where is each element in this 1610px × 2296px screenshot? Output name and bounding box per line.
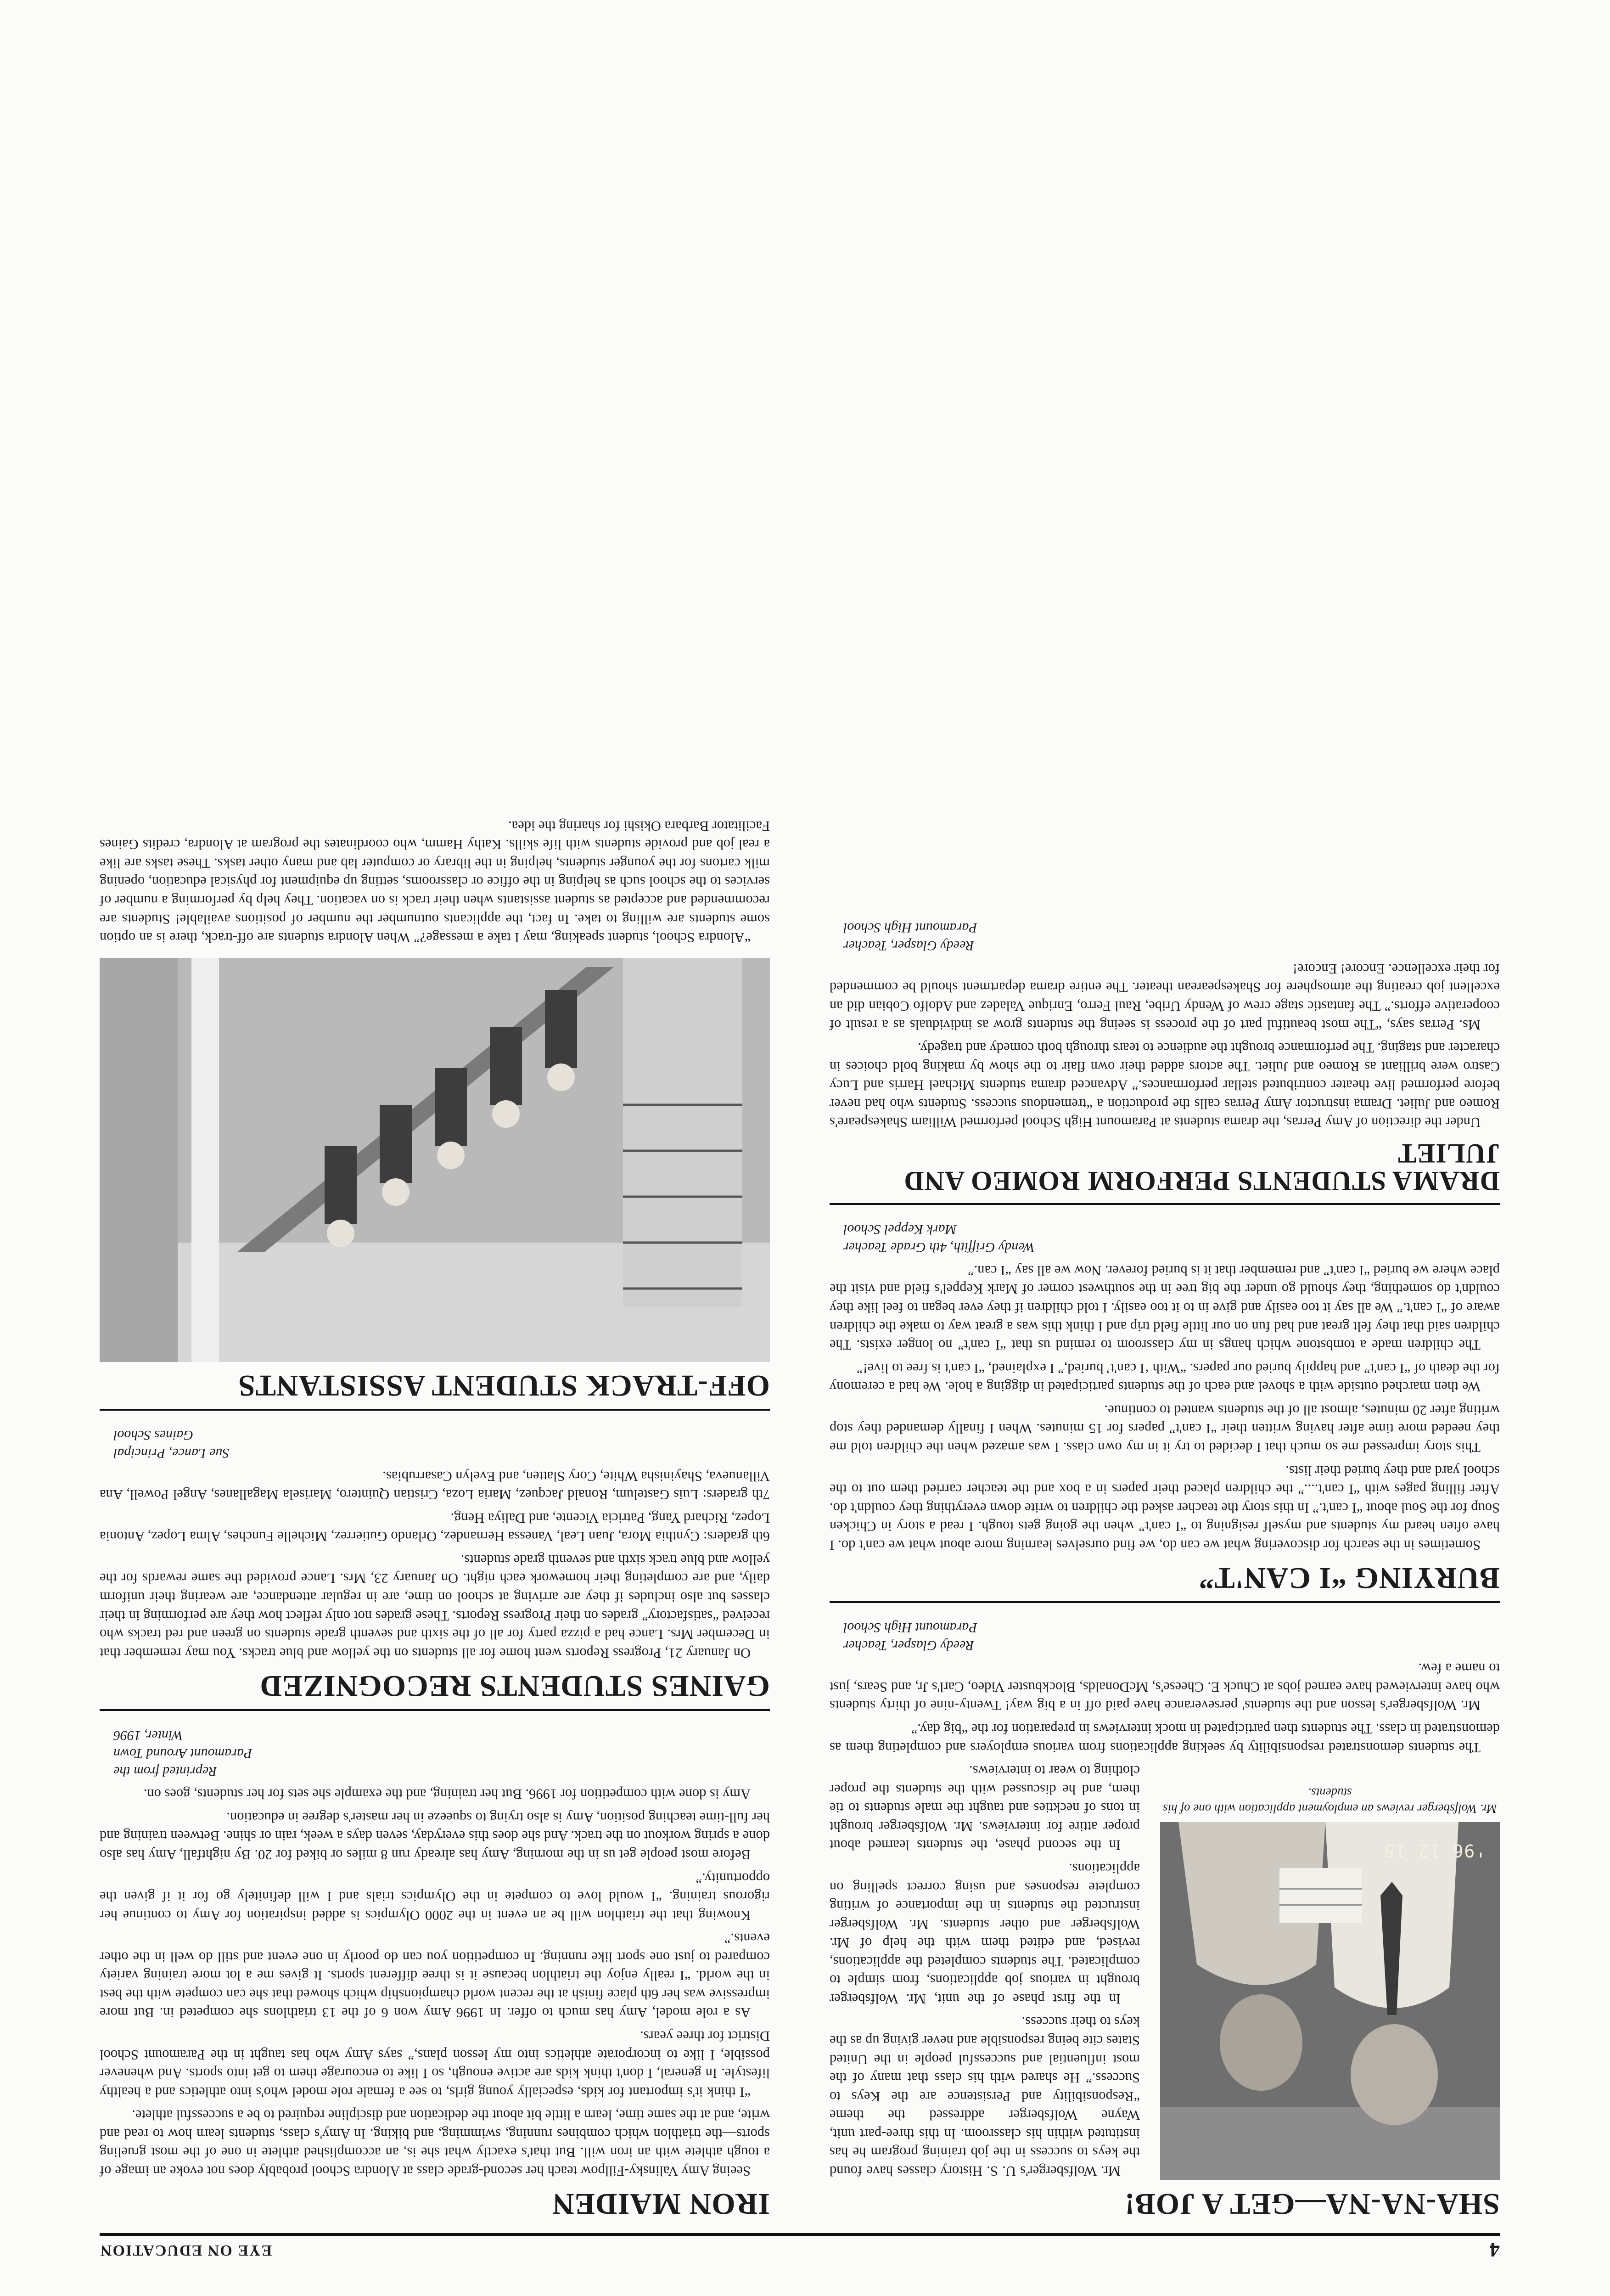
paragraph: Ms. Perras says, “The most beautiful part of the process is seeing the students grow as individuals as a result of cooperative efforts.” The fantastic stage crew of Wendy Uribe, Raul Ferro, Enrique Valadez and Adolfo Cobian did an excellent job creating the atmosphere for Shakespearean theater. The entire drama department should be commended for their excellence. Encore! Encore! [830,961,1500,1033]
divider [830,1601,1500,1603]
byline [843,919,1500,955]
byline [843,1221,1500,1256]
byline-author: Reedy Glasper, Teacher [843,938,974,954]
byline-author: Reedy Glasper, Teacher [843,1638,974,1653]
photo-caption: Mr. Wolfsberger reviews an employment application with one of his students. [1163,1785,1497,1816]
paragraph: Under the direction of Amy Perras, the drama students at Paramount High School performed William Shakespeare's Romeo and Juliet. Drama instructor Amy Perras calls the production a “tremendous success. Students who had never before performed live theater contributed stellar performances.” Advanced drama students Michael Harris and Lucy Castro were brilliant as Romeo and Juliet. The actors added their own flair to the show by making bold choices in character and staging. The performance brought the audience to tears through both comedy and tragedy. [830,1040,1500,1131]
article-title: OFF-TRACK STUDENT ASSISTANTS [238,1369,770,1403]
article-title: GAINES STUDENTS RECOGNIZED [259,1669,770,1703]
paragraph: Amy is done with competition for 1996. But her training, and the example she sets for her students, goes on. [143,1786,751,1802]
paragraph: Before most people get us in the morning, Amy has already run 8 miles or biked for 20. By nightfall, Amy has also done a spring workout on the track. And she does this everyday, seven days a week, rain or shine. Between training and her full-time teaching position, Amy is also trying to squeeze in her master's degree in education. [100,1809,770,1863]
photo-date-stamp: '96 12 15 [1383,1840,1486,1861]
paragraph: In the first phase of the unit, Mr. Wolfsberger brought in various job applications, from simple to complicated. The students completed the applications, revised, and edited them with the help of Mr. Wolfsberger and other students. Mr. Wolfsberger instructed the students in the importance of writing complete responses and using correct spelling on applications. [830,1861,1140,2007]
paragraph: Mr. Wolfsberger's lesson and the students' perseverance have paid off in a big way! Twenty-nine of thirty students who have interviewed have earned jobs at Chuck E. Cheese's, McDonalds, Blockbuster Video, Carl's Jr, and Sears, just to name a few. [830,1660,1500,1714]
photo-image [100,958,770,1362]
paragraph: We then marched outside with a shovel and each of the students participated in digging a hole. We had a ceremony for the death of “I can't” and happily buried our papers. “With ‘I can't’ buried,” I explained, “I can't is free to live!” [830,1360,1500,1395]
byline [113,1426,770,1462]
student-name-list [100,1467,770,1546]
paragraph: “I think it's important for kids, especially young girls, to see a female role model who's into athletics and a healthy lifestyle. In general, I don't think kids are active enough, so I like to encourage them to get into sports. And whenever possible, I like to incorporate athletics into my lesson plans,” says Amy who has taught in the Paramount School District for three years. [100,2028,770,2100]
right-column [100,801,770,2219]
photo-image [1160,1822,1500,2180]
byline [843,1619,1500,1654]
paragraph: “Alondra School, student speaking, may I take a message?” When Alondra students are off-track, there is an option some students are willing to take. In fact, the applicants outnumber the number of positions available! Students are recommended and accepted as student assistants when their track is on vacation. They help by performing a number of services to the school such as helping in the office or classrooms, setting up equipment for physical education, opening milk cartons for the younger students, helping in the library or computer lab and many other tasks. These tasks are like a real job and provide students with life skills. Kathy Hamm, who coordinates the program at Alondra, credits Gaines Facilitator Barbara Okishi for sharing the idea. [100,818,770,946]
paragraph: Sometimes in the search for discovering what we can do, we find ourselves learning more about what we can't do. I have often heard my students and myself resigning to “I can't” when the going gets tough. I read a story in Chicken Soup for the Soul about “I can't.” In this story the teacher asked the children to write down everything they couldn't do. After filling pages with “I can't....” the children placed their papers in a box and the teacher carried them out to the school yard and they buried their lists. [830,1463,1500,1553]
byline-author: Wendy Griffith, 4th Grade Teacher [843,1240,1035,1255]
paragraph: In the second phase, the students learned about proper attire for interviews. Mr. Wolfsberger brought in tons of neckties and taught the male students to tie them, and he discussed with the students the proper clothing to wear to interviews. [830,1763,1140,1853]
article-off-track-assistants [100,816,770,1411]
paragraph: As a role model, Amy has much to offer. In 1996 Amy won 6 of the 13 triathlons she competed in. But more impressive was her 6th place finish at the recent world championship which showed that she can compete with the best in the world. “I really enjoy the triathlon because it is three different sports. It gives me a lot more training variety compared to just one sport like running. In competition you can do poorly in one event and still do well in the other events.” [100,1930,770,2021]
byline-publication: Paramount Around Town [113,1745,252,1761]
byline-school: Paramount High School [843,920,977,936]
paragraph: On January 21, Progress Reports went home for all students on the yellow and blue tracks. You may remember that in December Mrs. Lance had a pizza party for all of the sixth and seventh grade students on green and red tracks who received “satisfactory” grades on their Progress Reports. These grades not only reflect how they are performing in their classes but also includes if they are arriving at school on time, are in regular attendance, are wearing their uniform daily, and are completing their homework each night. On January 23, Mrs. Lance provided the same rewards for the yellow and blue track sixth and seventh grade students. [100,1552,770,1661]
seventh-graders: 7th graders: Luis Gastelum, Ronald Jacquez, Maria Loza, Cristian Quintero, Marisela Magallanes, Angel Powell, Ana Villanueva, Shayinisha White, Cory Slatten, and Evelyn Casarrubias. [100,1468,770,1503]
photo-teacher-and-student [1160,1822,1500,2180]
paragraph: Knowing that the triathlon will be an event in the 2000 Olympics is added inspiration for Amy to continue her rigorous training. “I would love to compete in the Olympics trials and I will definitely go for it if given the opportunity.” [100,1870,770,1923]
byline-school: Paramount High School [843,1620,977,1635]
article-iron-maiden [100,1727,770,2219]
byline [113,1727,770,1780]
byline-school: Gaines School [113,1428,194,1443]
article-title: DRAMA STUDENTS PERFORM ROMEO AND JULIET [903,1138,1500,1197]
left-column [830,903,1500,2219]
photo-students-on-stairs [100,958,770,1362]
byline-school: Mark Keppel School [843,1222,957,1238]
article-gaines-recognized [100,1426,770,1711]
article-drama-students [830,919,1500,1205]
byline-date: Winter, 1996 [113,1728,183,1743]
paragraph: This story impressed me so much that I decided to try it in my own class. I was amazed when the children told me they needed more time after having written their “I can't” papers for 15 minutes. When I finally demanded they stop writing after 20 minutes, almost all of the students wanted to continue. [830,1402,1500,1455]
divider [100,1409,770,1411]
article-burying-i-cant [830,1221,1500,1603]
running-header [100,2233,1500,2262]
byline-author: Sue Lance, Principal [113,1446,230,1461]
paragraph: The students demonstrated responsibility by seeking applications from various employers and completing them as demonstrated in class. The students then participated in mock interviews in preparation for the “big day.” [830,1721,1500,1756]
newsletter-sheet [100,77,1500,2262]
article-title: SHA-NA-NA—GET A JOB! [1124,2187,1500,2221]
article-title: IRON MAIDEN [552,2187,770,2221]
divider [830,1203,1500,1205]
article-get-a-job [830,1619,1500,2219]
sixth-graders: 6th graders: Cynthia Mora, Juan Leal, Vanessa Hernandez, Orlando Gutierrez, Michelle Funches, Alma Lopez, Antonia Lopez, Richard Yang, Patricia Vicente, and Daliya Heng. [100,1510,770,1545]
publication-name: EYE ON EDUCATION [100,2242,272,2259]
paragraph: The children made a tombstone which hangs in my classroom to remind us that “I can't” no longer exists. The children said that they felt great and had fun on our little field trip and I think this was a great way to make the children aware of “I can't.” We all say it too easily and give in to it too easily. I told children if they ever began to feel like they couldn't do something, they should go under the big tree in the southwest corner of Mark Keppel's field and visit the place where we buried “I can't” and remember that it is buried forever. Now we all say “I can.” [830,1262,1500,1353]
paragraph: Mr. Wolfsberger's U. S. History classes have found the keys to success in the job training program he has instituted within his classroom. In this three-part unit, Wayne Wolfsberger addressed the theme “Responsibility and Persistence are the Keys to Success.” He shared with his class that many of the most influential and successful people in the United States cite being responsible and never giving up as the keys to their success. [830,2014,1140,2179]
byline-source: Reprinted from the [113,1763,217,1779]
divider [100,1709,770,1711]
figure [1160,1784,1500,2180]
article-title: BURYING “I CAN'T” [1198,1561,1500,1595]
page-number: 4 [1490,2239,1500,2261]
paragraph: Seeing Amy Valinsky-Fillpow teach her second-grade class at Alondra School probably does not evoke an image of a tough athlete with an iron will. But that's exactly what she is, an accomplished athlete in one of the most grueling sports—the triathlon which combines running, swimming, and biking. In Amy's class, students learn how to read and write, and at the same time, learn a little bit about the dedication and discipline required to be a successful athlete. [100,2107,770,2179]
